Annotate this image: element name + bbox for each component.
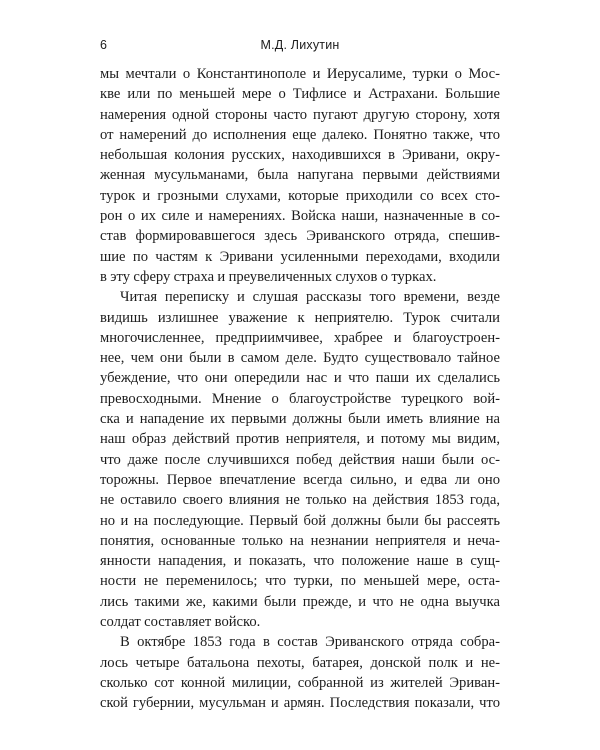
text-line: солдат составляет войско. — [100, 614, 261, 631]
text-line: нее, чем они были в самом деле. Будто существовало тайное — [100, 350, 500, 367]
text-line: но и на последующие. Первый бой должны были бы рассеять — [100, 512, 500, 529]
text-line: намерения одной стороны часто пугают другую сторону, хотя — [100, 106, 500, 123]
text-line: Читая переписку и слушая рассказы того времени, везде — [120, 289, 500, 306]
body-text — [100, 64, 500, 714]
text-line: превосходными. Мнение о благоустройстве турецкого вой- — [100, 390, 500, 407]
text-line: женная мусульманами, была напугана первыми действиями — [100, 167, 500, 184]
text-line: сколько сот конной милиции, собранной из жителей Эриван- — [100, 674, 500, 691]
text-line: рон о их силе и намерениях. Войска наши, назначенные в со- — [100, 208, 500, 225]
text-line: лись такими же, какими были прежде, и что не одна выучка — [100, 593, 500, 610]
text-line: понятия, основанные только на незнании неприятеля и неча- — [100, 532, 500, 549]
text-line: ности не переменилось; что турки, по меньшей мере, оста- — [100, 573, 500, 590]
text-line: кве или по меньшей мере о Тифлисе и Астрахани. Большие — [100, 86, 500, 103]
text-line: ска и нападение их первыми должны были иметь влияние на — [100, 411, 500, 428]
text-line: турок и грозными слухами, которые приходили со всех сто- — [100, 187, 500, 204]
paragraph — [100, 632, 500, 713]
text-line: многочисленнее, предприимчивее, храбрее и благоустроен- — [100, 329, 500, 346]
page-number: 6 — [100, 38, 108, 52]
running-head — [100, 38, 500, 54]
running-title-author: М.Д. Лихутин — [260, 38, 340, 52]
text-line: лось четыре батальона пехоты, батарея, донской полк и не- — [100, 654, 500, 671]
text-line: что даже после случившихся побед действия наши были ос- — [100, 451, 500, 468]
text-line: янности нападения, и показать, что положение наше в сущ- — [100, 553, 500, 570]
paragraph — [100, 64, 500, 287]
text-line: в эту сферу страха и преувеличенных слухов о турках. — [100, 268, 437, 285]
text-line: наш образ действий против неприятеля, и потому мы видим, — [100, 431, 500, 448]
text-line: не оставило своего влияния не только на действия 1853 года, — [100, 492, 500, 509]
text-line: от намерений до исполнения еще далеко. Понятно также, что — [100, 126, 500, 143]
text-line: видишь излишнее уважение к неприятелю. Турок считали — [100, 309, 500, 326]
paragraph — [100, 287, 500, 632]
text-line: В октябре 1853 года в состав Эриванского отряда собра- — [120, 634, 500, 651]
text-line: став формировавшегося здесь Эриванского отряда, спешив- — [100, 228, 500, 245]
text-line: шие по частям к Эривани усиленными переходами, входили — [100, 248, 500, 265]
text-line: мы мечтали о Константинополе и Иерусалиме, турки о Мос- — [100, 66, 500, 82]
text-line: торожны. Первое впечатление всегда сильно, и едва ли оно — [100, 471, 500, 488]
text-line: ской губернии, мусульман и армян. Последствия показали, что — [100, 695, 500, 712]
text-line: убеждение, что они опередили нас и что паши их сделались — [100, 370, 500, 387]
text-line: небольшая колония русских, находившихся в Эривани, окру- — [100, 147, 500, 164]
